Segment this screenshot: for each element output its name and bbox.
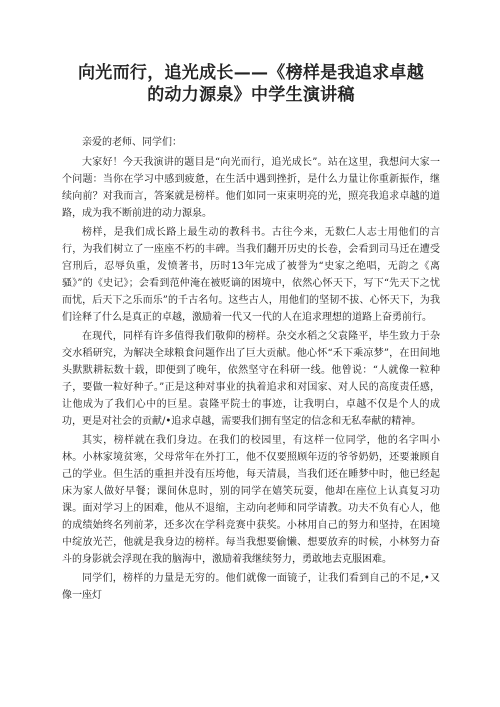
salutation: 亲爱的老师、同学们： — [82, 137, 182, 148]
paragraph-3: 在现代，同样有许多值得我们敬仰的榜样。杂交水稻之父袁隆平，毕生致力于杂交水稻研究，为解决全球粮食问题作出了巨大贡献。他心怀“禾下乘凉梦”，在田间地头默默耕耘数十载，即便到了晚年，依然坚守在科研一线。他曾说：“人就像一粒种子，要做一粒好种子。”正是这种对事业的执着追求和对国家、对人民的高度责任感，让他成为了我们心中的巨星。袁隆平院士的事迹，让我明白，卓越不仅是个人的成功，更是对社会的贡献/•追求卓越，需要我们拥有坚定的信念和无私奉献的精神。 — [62, 331, 440, 427]
paragraph-1: 大家好！今天我演讲的题目是“向光而行，追光成长”。站在这里，我想问大家一个问题：当你在学习中感到疲惫，在生活中遇到挫折，是什么力量让你重新振作，继续向前？对我而言，答案就是榜样。他们如同一束束明亮的光，照亮我追求卓越的道路，成为我不断前进的动力源泉。 — [62, 157, 440, 219]
speech-title: 向光而行，追光成长——《榜样是我追求卓越的动力源泉》中学生演讲稿 — [78, 63, 424, 105]
paragraph-4: 其实，榜样就在我们身边。在我们的校园里，有这样一位同学，他的名字叫小林。小林家境贫寒，父母常年在外打工，他不仅要照顾年迈的爷爷奶奶，还要兼顾自己的学业。但生活的重担并没有压垮他，每天清晨，当我们还在睡梦中时，他已经起床为家人做好早餐；课间休息时，别的同学在嬉笑玩耍，他却在座位上认真复习功课。面对学习上的困难，他从不退缩，主动向老师和同学请教。功夫不负有心人，他的成绩始终名列前茅，还多次在学科竞赛中获奖。小林用自己的努力和坚持，在困境中绽放光芒，他就是我身边的榜样。每当我想要偷懒、想要放弃的时候，小林努力奋斗的身影就会浮现在我的脑海中，激励着我继续努力，勇敢地去克服困难。 — [62, 435, 440, 565]
paragraph-5: 同学们，榜样的力量是无穷的。他们就像一面镜子，让我们看到自己的不足,•又像一座灯 — [62, 573, 440, 601]
paragraph-2: 榜样，是我们成长路上最生动的教科书。古往今来，无数仁人志士用他们的言行，为我们树立了一座座不朽的丰碑。当我们翻开历史的长卷，会看到司马迁在遭受宫刑后，忍辱负重，发愤著书，历时13年完成了被誉为“史家之绝唱，无韵之《离骚》”的《史记》；会看到范仲淹在被贬谪的困境中，依然心怀天下，写下“先天下之忧而忧，后天下之乐而乐”的千古名句。这些古人，用他们的坚韧不拔、心怀天下，为我们诠释了什么是真正的卓越，激励着一代又一代的人在追求理想的道路上奋勇前行。 — [62, 227, 440, 323]
